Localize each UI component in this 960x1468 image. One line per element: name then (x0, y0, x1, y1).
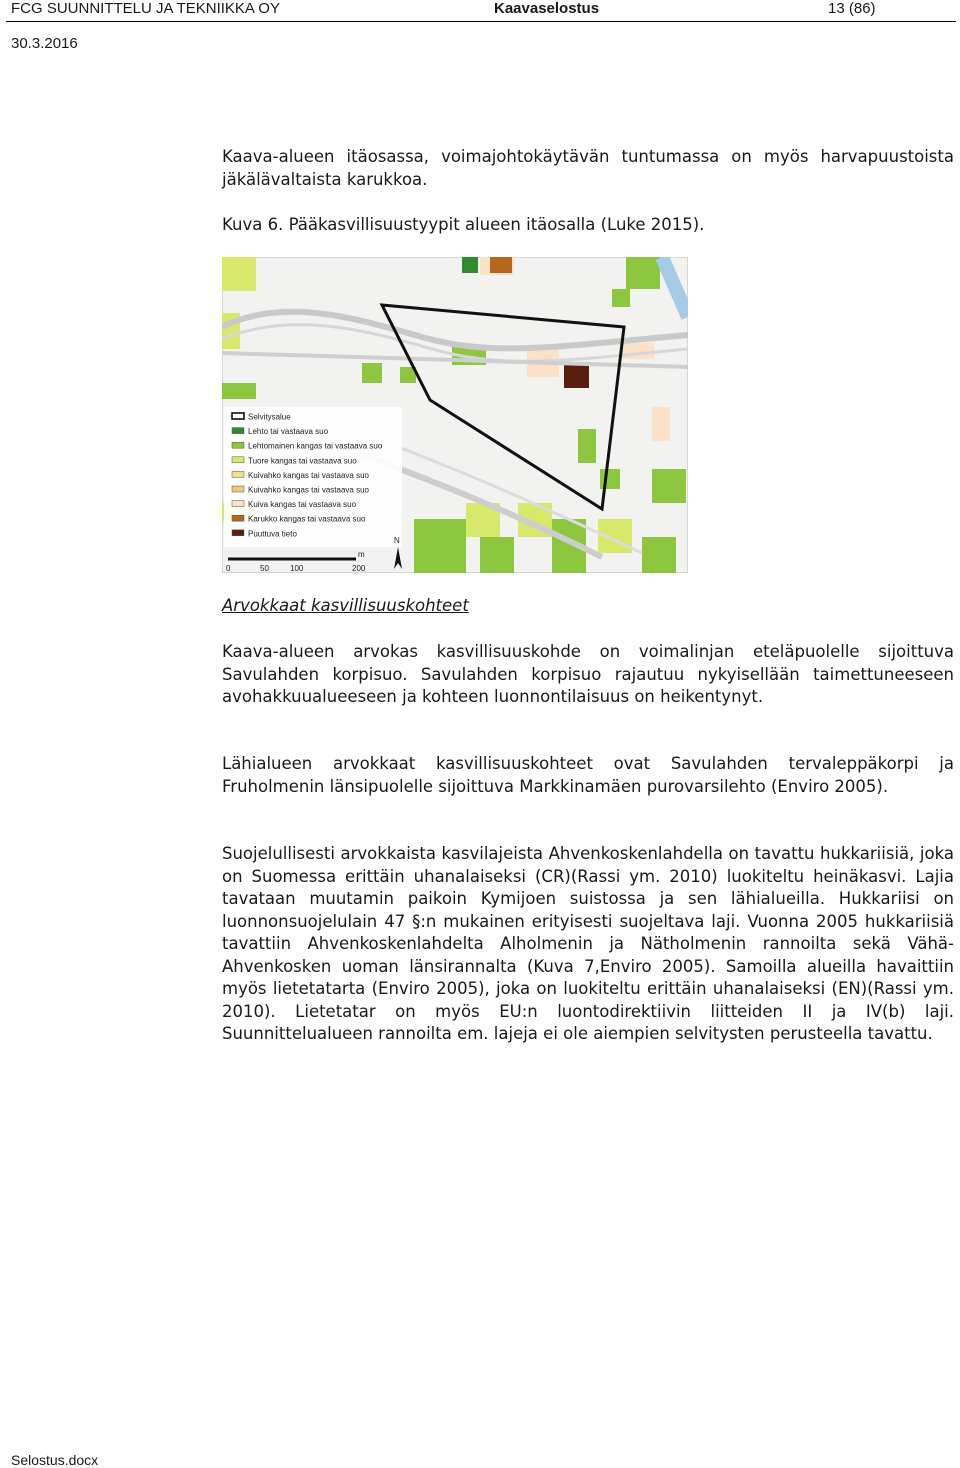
legend-label: Kuiva kangas tai vastaava suo (248, 500, 357, 510)
scale-tick-label: 0 (226, 564, 231, 573)
paragraph-text: Kaava-alueen arvokas kasvillisuuskohde on voimalinjan eteläpuolelle sijoittuva Savulahden korpisuo. Savulahden korpisuo rajautuu nykyisellään taimettuneeseen avohakkuualueeseen ja kohteen luonnontilaisuus on heikentynyt. (222, 642, 954, 706)
section-paragraph-1 (222, 641, 954, 709)
north-label: N (394, 536, 400, 545)
footer-filename: Selostus.docx (11, 1452, 99, 1468)
scale-unit: m (358, 550, 365, 559)
vegetation-map (222, 257, 688, 573)
legend-label: Karukko kangas tai vastaava suo (248, 514, 366, 524)
document-date: 30.3.2016 (11, 35, 78, 52)
header-divider (6, 21, 956, 22)
legend-swatch (232, 457, 244, 463)
page-header (0, 0, 960, 70)
legend-label: Lehtomainen kangas tai vastaava suo (248, 441, 383, 451)
caption-text: Kuva 6. Pääkasvillisuustyypit alueen itäosalla (Luke 2015). (222, 215, 705, 234)
scale-tick-label: 200 (352, 564, 366, 573)
legend-swatch (232, 515, 244, 521)
document-title: Kaavaselostus (494, 0, 600, 17)
legend-swatch (232, 530, 244, 536)
intro-text: Kaava-alueen itäosassa, voimajohtokäytävän tuntumassa on myös harvapuustoista jäkälävaltaista karukkoa. (222, 147, 954, 189)
page-number: 13 (86) (828, 0, 876, 17)
legend-swatch (232, 486, 244, 492)
section-heading: Arvokkaat kasvillisuuskohteet (222, 596, 469, 615)
legend-label: Tuore kangas tai vastaava suo (248, 456, 357, 466)
scale-tick-label: 100 (290, 564, 304, 573)
section-paragraph-2 (222, 753, 954, 798)
legend-swatch (232, 428, 244, 434)
map-legend (224, 407, 402, 547)
legend-label: Puuttuva tieto (248, 529, 297, 539)
legend-swatch (232, 442, 244, 448)
legend-label: Kuivahko kangas tai vastaava suo (248, 470, 369, 480)
section-paragraph-3 (222, 843, 954, 1046)
legend-label: Lehto tai vastaava suo (248, 427, 329, 437)
company-name: FCG SUUNNITTELU JA TEKNIIKKA OY (11, 0, 280, 17)
figure-caption (222, 214, 954, 237)
paragraph-text: Lähialueen arvokkaat kasvillisuuskohteet ovat Savulahden tervaleppäkorpi ja Fruholmenin länsipuolelle sijoittuva Markkinamäen purovarsilehto (Enviro 2005). (222, 754, 954, 796)
scale-tick-label: 50 (260, 564, 269, 573)
legend-swatch (232, 471, 244, 477)
paragraph-text: Suojelullisesti arvokkaista kasvilajeista Ahvenkoskenlahdella on tavattu hukkariisiä, joka on Suomessa erittäin uhanalaiseksi (CR)(Rassi ym. 2010) luokiteltu heinäkasvi. Lajia tavataan muutamin paikoin Kymijoen suistossa ja sen lähialueilla. Hukkariisi on luonnonsuojelulain 47 §:n mukainen erityisesti suojeltava laji. Vuonna 2005 hukkariisiä tavattiin Ahvenkoskenlahdelta Alholmenin ja Nätholmenin rannoilta sekä Vähä-Ahvenkosken uoman länsirannalta (Kuva 7,Enviro 2005). Samoilla alueilla havaittiin myös lietetatarta (Enviro 2005), joka on luokiteltu erittäin uhanalaiseksi (EN)(Rassi ym. 2010). Lietetatar on myös EU:n luontodirektiivin liitteiden II ja IV(b) laji. Suunnittelualueen rannoilta em. lajeja ei ole aiempien selvitysten perusteella tavattu. (222, 844, 954, 1043)
legend-label: Selvitysalue (248, 412, 291, 422)
legend-swatch (232, 501, 244, 507)
intro-paragraph (222, 146, 954, 191)
legend-swatch (232, 413, 244, 419)
legend-label: Kuivahko kangas tai vastaava suo (248, 485, 369, 495)
